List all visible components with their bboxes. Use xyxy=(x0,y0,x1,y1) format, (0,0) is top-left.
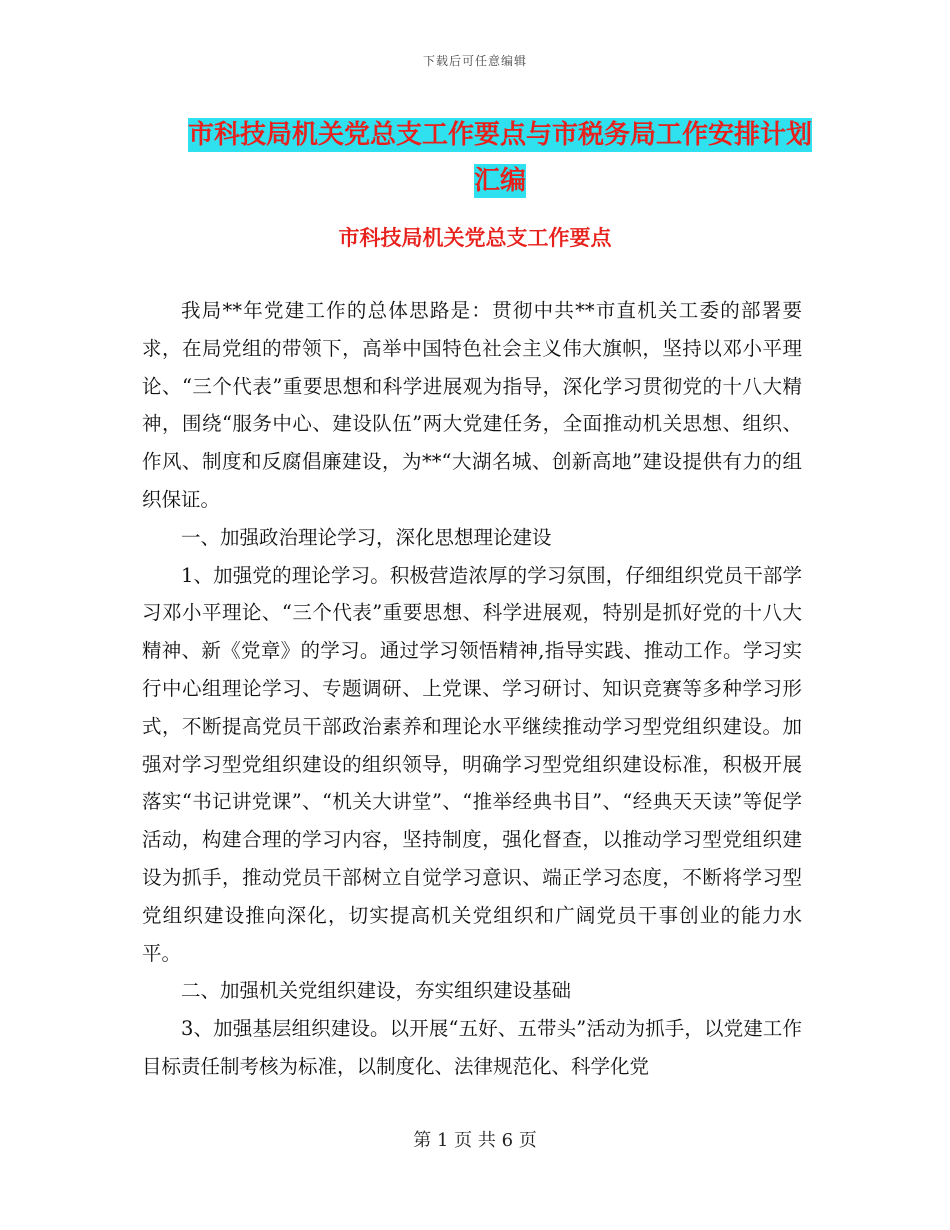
paragraph-item-3: 3、加强基层组织建设。以开展“五好、五带头”活动为抓手，以党建工作目标责任制考核为标准，以制度化、法律规范化、科学化党 xyxy=(142,1017,802,1078)
paragraph-item-1: 1、加强党的理论学习。积极营造浓厚的学习氛围，仔细组织党员干部学习邓小平理论、“三个代表”重要思想、科学进展观，特别是抓好党的十八大精神、新《党章》的学习。通过学习领悟精神,指导实践、推动工作。学习实行中心组理论学习、专题调研、上党课、学习研讨、知识竞赛等多种学习形式，不断提高党员干部政治素养和理论水平继续推动学习型党组织建设。加强对学习型党组织建设的组织领导，明确学习型党组织建设标准，积极开展落实“书记讲党课”、“机关大讲堂”、“推举经典书目”、“经典天天读”等促学活动，构建合理的学习内容，坚持制度，强化督查，以推动学习型党组织建设为抓手，推动党员干部树立自觉学习意识、端正学习态度，不断将学习型党组织建设推向深化，切实提高机关党组织和广阔党员干事创业的能力水平。 xyxy=(142,563,802,965)
document-title-text: 市科技局机关党总支工作要点与市税务局工作安排计划汇编 xyxy=(187,120,812,196)
document-body xyxy=(142,292,802,1086)
heading-section-1: 一、加强政治理论学习，深化思想理论建设 xyxy=(181,525,552,549)
document-title xyxy=(180,112,820,204)
section-title: 市科技局机关党总支工作要点 xyxy=(338,226,612,250)
header-note: 下载后可任意编辑 xyxy=(422,54,527,68)
page-footer: 第 1 页 共 6 页 xyxy=(413,1130,537,1151)
paragraph-intro: 我局**年党建工作的总体思路是：贯彻中共**市直机关工委的部署要求，在局党组的带领下，高举中国特色社会主义伟大旗帜，坚持以邓小平理论、“三个代表”重要思想和科学进展观为指导，深化学习贯彻党的十八大精神，围绕“服务中心、建设队伍”两大党建任务，全面推动机关思想、组织、作风、制度和反腐倡廉建设，为**“大湖名城、创新高地”建设提供有力的组织保证。 xyxy=(142,299,802,511)
heading-section-2: 二、加强机关党组织建设，夯实组织建设基础 xyxy=(181,979,572,1003)
